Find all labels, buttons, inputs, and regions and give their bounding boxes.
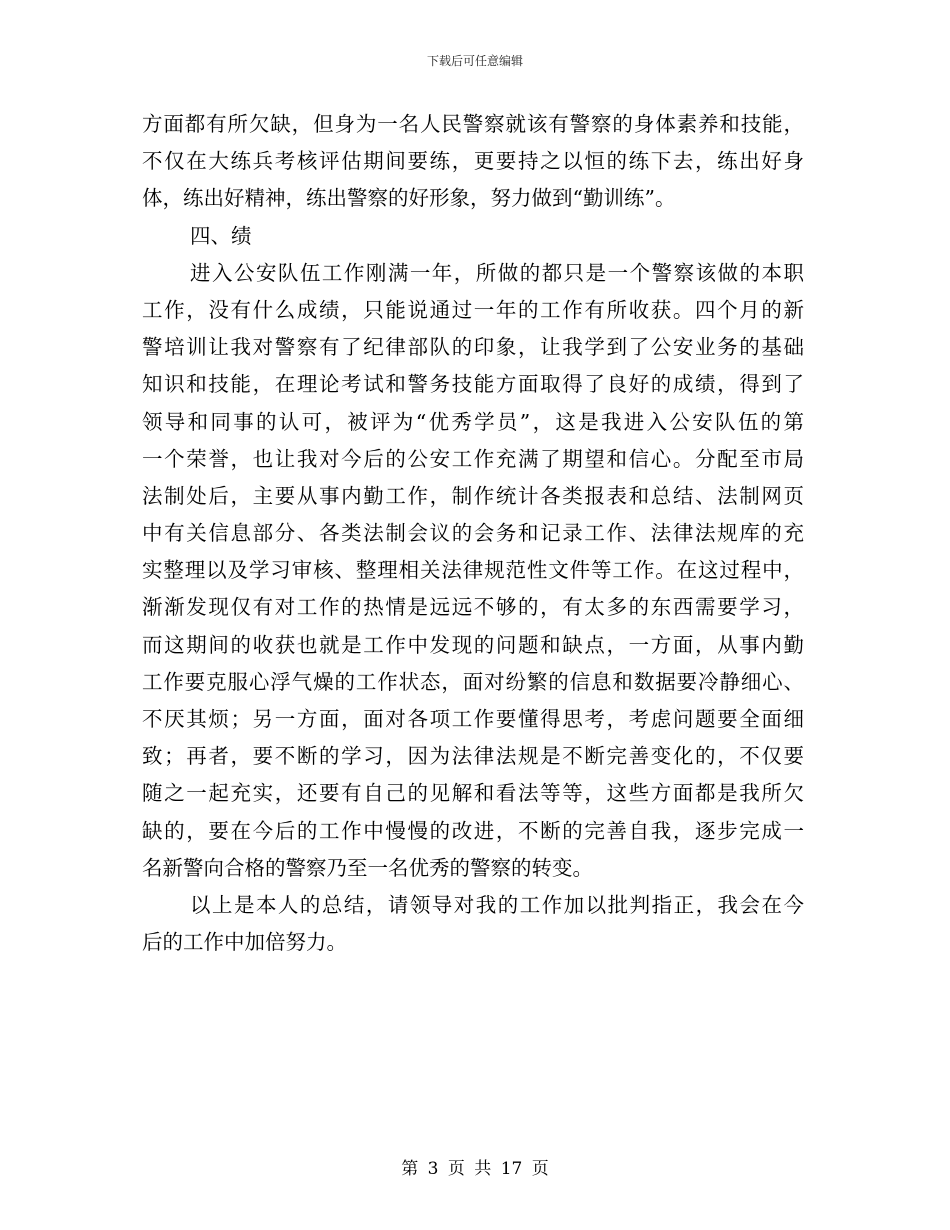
text-line: 进入公安队伍工作刚满一年，所做的都只是一个警察该做的本职 <box>190 260 804 285</box>
text-line: 名新警向合格的警察乃至一名优秀的警察的转变。 <box>142 855 593 880</box>
text-line: 工作要克服心浮气燥的工作状态，面对纷繁的信息和数据要冷静细心、 <box>142 669 804 694</box>
text-line: 领导和同事的认可，被评为“优秀学员”，这是我进入公安队伍的第 <box>142 409 804 434</box>
text-line: 致；再者，要不断的学习，因为法律法规是不断完善变化的，不仅要 <box>142 744 804 769</box>
text-line: 知识和技能，在理论考试和警务技能方面取得了良好的成绩，得到了 <box>142 372 804 397</box>
text-line: 以上是本人的总结，请领导对我的工作加以批判指正，我会在今 <box>190 892 804 917</box>
section-heading: 四、绩 <box>190 223 252 248</box>
text-line: 实整理以及学习审核、整理相关法律规范性文件等工作。在这过程中， <box>142 558 804 583</box>
text-line: 渐渐发现仅有对工作的热情是远远不够的，有太多的东西需要学习， <box>142 595 804 620</box>
text-line: 体，练出好精神，练出警察的好形象，努力做到“勤训练”。 <box>142 186 676 211</box>
text-line: 法制处后，主要从事内勤工作，制作统计各类报表和总结、法制网页 <box>142 483 804 508</box>
text-line: 不厌其烦；另一方面，面对各项工作要懂得思考，考虑问题要全面细 <box>142 707 804 731</box>
document-body <box>142 106 804 961</box>
text-line: 后的工作中加倍努力。 <box>142 930 347 955</box>
page-number: 第 3 页 共 17 页 <box>401 1159 549 1179</box>
text-line: 随之一起充实，还要有自己的见解和看法等等，这些方面都是我所欠 <box>142 781 804 806</box>
text-line: 而这期间的收获也就是工作中发现的问题和缺点，一方面，从事内勤 <box>142 632 804 657</box>
text-line: 方面都有所欠缺，但身为一名人民警察就该有警察的身体素养和技能， <box>142 112 804 136</box>
text-line: 警培训让我对警察有了纪律部队的印象，让我学到了公安业务的基础 <box>142 335 804 360</box>
text-line: 工作，没有什么成绩，只能说通过一年的工作有所收获。四个月的新 <box>142 297 804 322</box>
text-line: 中有关信息部分、各类法制会议的会务和记录工作、法律法规库的充 <box>142 521 804 546</box>
page-header: 下载后可任意编辑 <box>426 54 523 68</box>
text-line: 不仅在大练兵考核评估期间要练，更要持之以恒的练下去，练出好身 <box>142 149 804 174</box>
text-line: 缺的，要在今后的工作中慢慢的改进，不断的完善自我，逐步完成一 <box>142 818 804 843</box>
text-line: 一个荣誉，也让我对今后的公安工作充满了期望和信心。分配至市局 <box>142 446 804 471</box>
